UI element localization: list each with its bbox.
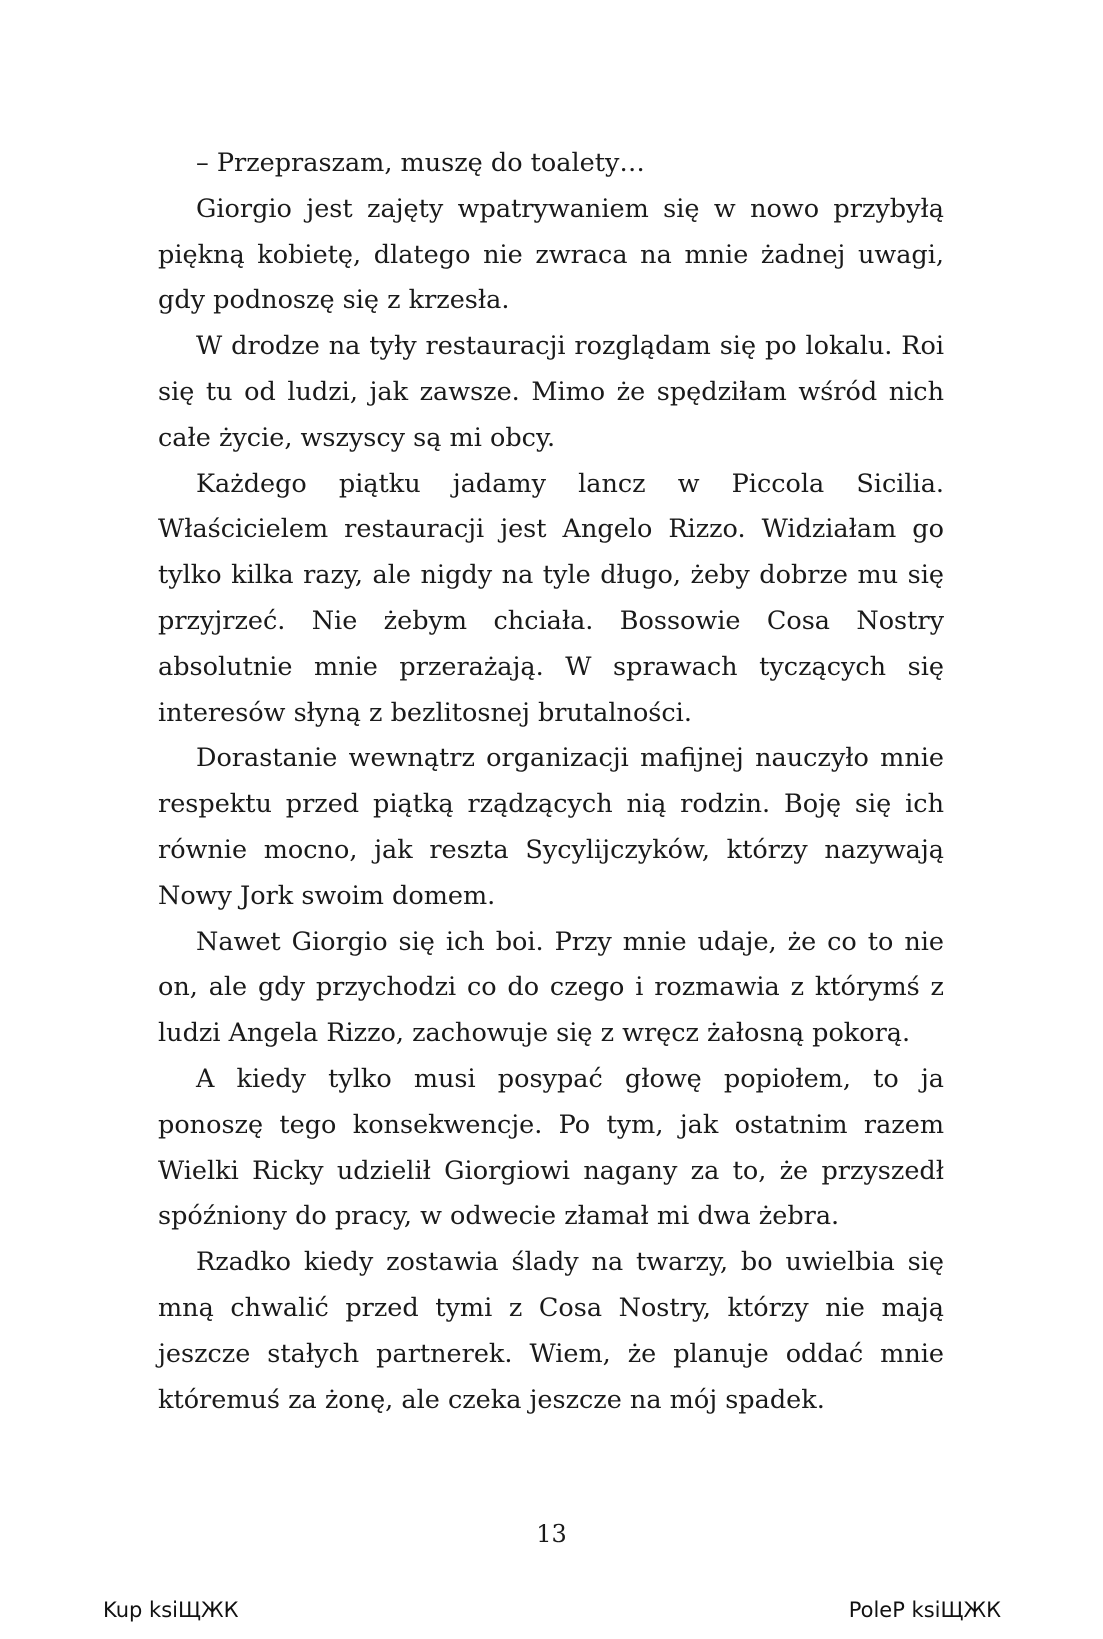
paragraph-1: – Przepraszam, muszę do toalety… <box>196 148 645 178</box>
paragraph-6: Nawet Giorgio się ich boi. Przy mnie udaje, że co to nie on, ale gdy przychodzi co do czego i rozmawia z którymś z ludzi Angela Rizzo, zachowuje się z wręcz żałosną pokorą. <box>158 926 944 1049</box>
recommend-book-link[interactable]: PoleР ksiЩЖК <box>848 1598 1001 1622</box>
body-text <box>158 141 944 1423</box>
page-number: 13 <box>536 1520 567 1548</box>
paragraph-7: A kiedy tylko musi posypać głowę popiołem, to ja ponoszę tego konsekwencje. Po tym, jak ostatnim razem Wielki Ricky udzielił Giorgiowi nagany za to, że przyszedł spóźniony do pracy, w odwecie złamał mi dwa żebra. <box>158 1063 944 1232</box>
paragraph-5: Dorastanie wewnątrz organizacji mafijnej nauczyło mnie respektu przed piątką rządzących nią rodzin. Boję się ich równie mocno, jak reszta Sycylijczyków, którzy nazywają Nowy Jork swoim domem. <box>158 743 944 911</box>
paragraph-8: Rzadko kiedy zostawia ślady na twarzy, bo uwielbia się mną chwalić przed tymi z Cosa Nostry, którzy nie mają jeszcze stałych partnerek. Wiem, że planuje oddać mnie któremuś za żonę, ale czeka jeszcze na mój spadek. <box>158 1247 944 1415</box>
paragraph-3: W drodze na tyły restauracji rozglądam się po lokalu. Roi się tu od ludzi, jak zawsze. Mimo że spędziłam wśród nich całe życie, wszyscy są mi obcy. <box>158 331 944 453</box>
buy-book-link[interactable]: Kup ksiЩЖК <box>103 1598 239 1622</box>
paragraph-2: Giorgio jest zajęty wpatrywaniem się w nowo przybyłą piękną kobietę, dlatego nie zwraca na mnie żadnej uwagi, gdy podnoszę się z krzesła. <box>158 193 944 316</box>
paragraph-4: Każdego piątku jadamy lancz w Piccola Sicilia. Właścicielem restauracji jest Angelo Rizzo. Widziałam go tylko kilka razy, ale nigdy na tyle długo, żeby dobrze mu się przyjrzeć. Nie żebym chciała. Bossowie Cosa Nostry absolutnie mnie przerażają. W sprawach tyczących się interesów słyną z bezlitosnej brutalności. <box>158 468 944 728</box>
